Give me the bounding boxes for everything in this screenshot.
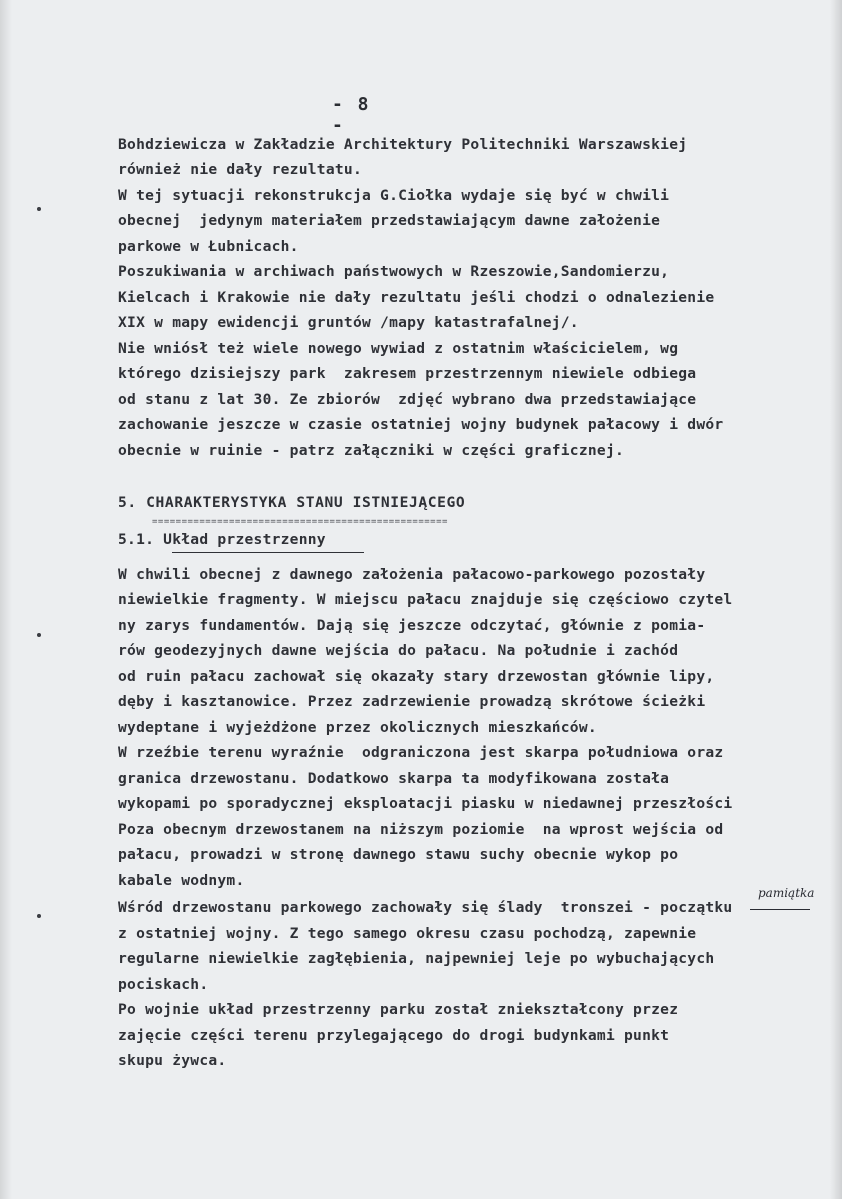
text-line: którego dzisiejszy park zakresem przestrzennym niewiele odbiega (118, 365, 697, 382)
strikethrough-mark (750, 909, 810, 910)
text-line: niewielkie fragmenty. W miejscu pałacu znajduje się częściowo czytel (118, 591, 733, 608)
text-line: również nie dały rezultatu. (118, 161, 362, 178)
text-line: Poszukiwania w archiwach państwowych w Rzeszowie,Sandomierzu, (118, 263, 670, 280)
text-line: Poza obecnym drzewostanem na niższym poziomie na wprost wejścia od (118, 821, 724, 838)
text-line: W chwili obecnej z dawnego założenia pałacowo-parkowego pozostały (118, 566, 706, 583)
text-line: Po wojnie układ przestrzenny parku został zniekształcony przez (118, 1001, 679, 1018)
text-line: zachowanie jeszcze w czasie ostatniej wojny budynek pałacowy i dwór (118, 416, 724, 433)
page-left-shadow (0, 0, 12, 1199)
binder-hole-mark (37, 207, 41, 211)
text-line: dęby i kasztanowice. Przez zadrzewienie prowadzą skrótowe ścieżki (118, 693, 706, 710)
text-line: regularne niewielkie zagłębienia, najpewniej leje po wybuchających (118, 950, 715, 967)
section-heading-underline: ================================================== (152, 517, 448, 527)
text-line: Bohdziewicza w Zakładzie Architektury Politechniki Warszawskiej (118, 136, 688, 153)
subsection-underline (172, 552, 364, 553)
text-line: parkowe w Łubnicach. (118, 238, 299, 255)
text-line: pociskach. (118, 976, 209, 993)
text-line: obecnie w ruinie - patrz załączniki w części graficznej. (118, 442, 625, 459)
text-line: od ruin pałacu zachował się okazały stary drzewostan głównie lipy, (118, 668, 715, 685)
text-line: pałacu, prowadzi w stronę dawnego stawu suchy obecnie wykop po (118, 846, 679, 863)
text-line: W tej sytuacji rekonstrukcja G.Ciołka wydaje się być w chwili (118, 187, 670, 204)
handwritten-correction: pamiątka (758, 886, 815, 900)
text-line: Wśród drzewostanu parkowego zachowały się ślady tronszei - początku (118, 899, 733, 916)
page-right-shadow (830, 0, 842, 1199)
binder-hole-mark (37, 633, 41, 637)
section-heading: 5. CHARAKTERYSTYKA STANU ISTNIEJĄCEGO (118, 494, 466, 511)
text-line: wykopami po sporadycznej eksploatacji piasku w niedawnej przeszłości (118, 795, 733, 812)
text-line: kabale wodnym. (118, 872, 245, 889)
text-line: od stanu z lat 30. Ze zbiorów zdjęć wybrano dwa przedstawiające (118, 391, 697, 408)
binder-hole-mark (37, 914, 41, 918)
text-line: Kielcach i Krakowie nie dały rezultatu jeśli chodzi o odnalezienie (118, 289, 715, 306)
text-line: Nie wniósł też wiele nowego wywiad z ostatnim właścicielem, wg (118, 340, 679, 357)
text-line: z ostatniej wojny. Z tego samego okresu czasu pochodzą, zapewnie (118, 925, 697, 942)
subsection-heading: 5.1. Układ przestrzenny (118, 531, 326, 548)
text-line: ny zarys fundamentów. Dają się jeszcze odczytać, głównie z pomia- (118, 617, 706, 634)
text-line: wydeptane i wyjeżdżone przez okolicznych mieszkańców. (118, 719, 597, 736)
text-line: skupu żywca. (118, 1052, 227, 1069)
text-line: zajęcie części terenu przylegającego do drogi budynkami punkt (118, 1027, 670, 1044)
page-number: - 8 - (332, 94, 371, 136)
text-line: granica drzewostanu. Dodatkowo skarpa ta modyfikowana została (118, 770, 670, 787)
text-line: rów geodezyjnych dawne wejścia do pałacu. Na południe i zachód (118, 642, 679, 659)
text-line: obecnej jedynym materiałem przedstawiającym dawne założenie (118, 212, 661, 229)
text-line: XIX w mapy ewidencji gruntów /mapy katastrafalnej/. (118, 314, 579, 331)
text-line: W rzeźbie terenu wyraźnie odgraniczona jest skarpa południowa oraz (118, 744, 724, 761)
